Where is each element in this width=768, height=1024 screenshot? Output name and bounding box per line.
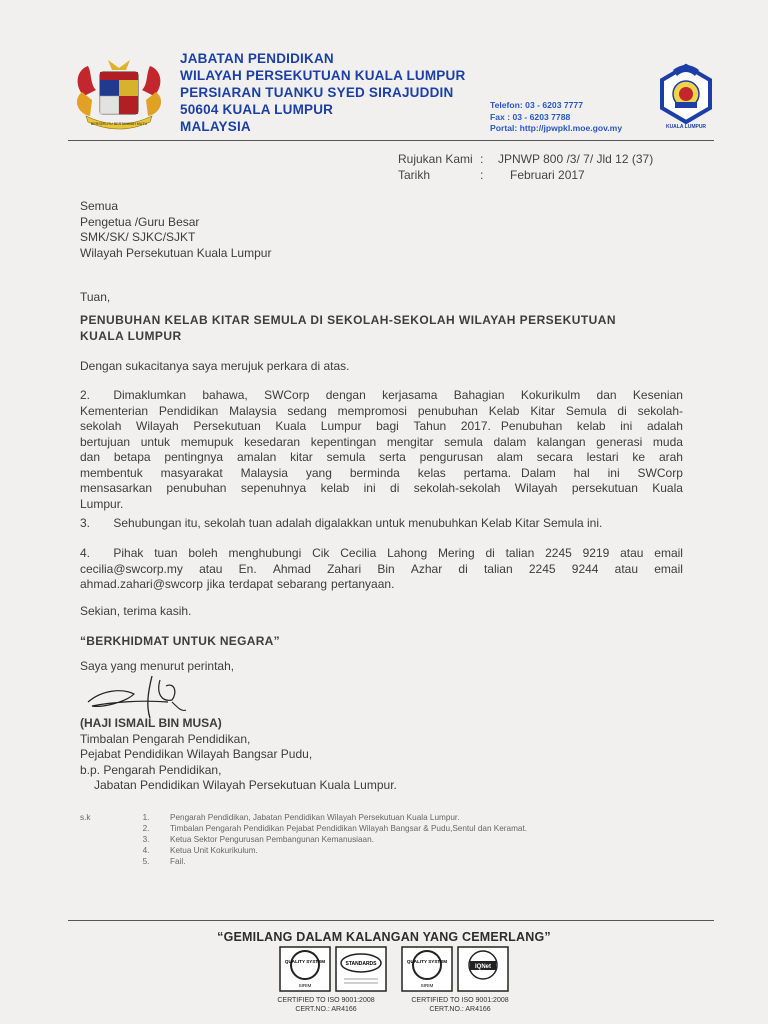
paragraph-line: membentuk masyarakat Malaysia yang berminda kelas pertama. Dalam hal ini SWCorp [80,465,683,480]
paragraph-line: sekolah Wilayah Persekutuan Kuala Lumpur bagi Tahun 2017. Penubuhan kelab ini adalah [80,419,683,433]
colon: : [480,152,484,166]
sirim-text: SIRIM [420,983,434,988]
org-line: MALAYSIA [180,119,251,134]
list-number: 4. [142,846,150,855]
list-number: 2. [142,824,150,833]
org-line: PERSIARAN TUANKU SYED SIRAJUDDIN [180,85,454,100]
letter-subject [80,313,616,344]
certification-logos-right [400,945,510,993]
signer-name: (HAJI ISMAIL BIN MUSA) [80,716,222,730]
intro-paragraph: Dengan sukacitanya saya merujuk perkara di atas. [80,359,350,373]
list-text: Fail. [170,857,186,866]
malaysia-coat-of-arms-logo [66,56,172,130]
list-number: 3. [142,835,150,844]
copy-to-list [80,812,527,867]
telefon-text: Telefon: 03 - 6203 7777 [490,100,583,110]
handwritten-signature [82,672,192,722]
recipient-line: Wilayah Persekutuan Kuala Lumpur [80,245,272,260]
logo-caption: KUALA LUMPUR [665,124,707,130]
paragraph-3: 3. Sehubungan itu, sekolah tuan adalah digalakkan untuk menubuhkan Kelab Kitar Semula ini. [80,516,603,530]
fax-text: Fax : 03 - 6203 7788 [490,111,571,122]
cert-line: CERT.NO.: AR4166 [295,1006,357,1013]
recipient-line: SMK/SK/ SJKC/SJKT [80,230,196,244]
list-number: 1. [142,813,150,822]
standards-text: STANDARDS [345,961,377,967]
paragraph-line: 4. Pihak tuan boleh menghubungi Cik Cecilia Lahong Mering di talian 2245 9219 atau email [80,546,683,560]
jabatan-pendidikan-logo [655,62,717,130]
list-item [80,856,527,867]
paragraph-line: ahmad.zahari@swcorp jika terdapat sebarang pertanyaan. [80,577,395,591]
paragraph-line: mensasarkan penubuhan sepenuhnya kelab ini di sekolah-sekolah Wilayah persekutuan Kuala [80,481,683,495]
signer-title-line: Timbalan Pengarah Pendidikan, [80,731,251,746]
tarikh-value: Februari 2017 [510,168,585,182]
org-line: JABATAN PENDIDIKAN [180,51,334,66]
paragraph-line: Kementerian Pendidikan Malaysia sedang mempromosi penubuhan Kelab Kitar Semula di sekolah- [80,403,683,418]
certification-logos-left [278,945,388,993]
recipient-block [80,199,271,261]
signer-block [80,716,397,794]
list-item [80,823,527,834]
saya-text: Saya yang menurut perintah, [80,659,235,673]
sirim-text: SIRIM [298,983,312,988]
footer-slogan: “GEMILANG DALAM KALANGAN YANG CEMERLANG” [217,930,551,944]
paragraph-line: cecilia@swcorp.my atau En. Ahmad Zahari Bin Azhar di talian 2245 9244 atau email [80,561,683,576]
sk-label: s.k [80,813,91,822]
cert-line: CERT.NO.: AR4166 [429,1006,491,1013]
signer-title-line: Pejabat Pendidikan Wilayah Bangsar Pudu, [80,747,313,761]
rujukan-value: JPNWP 800 /3/ 7/ Jld 12 (37) [498,152,654,166]
list-text: Timbalan Pengarah Pendidikan Pejabat Pendidikan Wilayah Bangsar & Pudu,Sentul dan Keramat. [170,824,527,833]
paragraph-line: dan betapa pentingnya amalan kitar semula serta pengurusan alam secara lestari ke arah [80,450,683,464]
salutation: Tuan, [80,290,111,304]
portal-link[interactable]: Portal: http://jpwpkl.moe.gov.my [490,123,623,133]
header-divider [68,140,714,141]
cert-line: CERTIFIED TO ISO 9001:2008 [411,997,509,1004]
list-item [80,812,527,823]
recipient-line: Semua [80,199,119,213]
organisation-name-block [180,50,465,135]
list-number: 5. [142,857,150,866]
org-line: WILAYAH PERSEKUTUAN KUALA LUMPUR [180,68,466,83]
list-text: Ketua Sektor Pengurusan Pembangunan Kemanusiaan. [170,835,374,844]
signer-title-line: b.p. Pengarah Pendidikan, [80,762,222,777]
recipient-line: Pengetua /Guru Besar [80,214,200,229]
paragraph-line: bertujuan untuk memupuk kesedaran kepentingan mengitar semula dalam kalangan generasi muda [80,434,683,449]
paragraph-line: 2. Dimaklumkan bahawa, SWCorp dengan kerjasama Bahagian Kokurikulm dan Kesenian [80,388,683,402]
tarikh-label: Tarikh [398,168,431,182]
iqnet-text: IQNet [474,964,492,970]
subject-line: KUALA LUMPUR [80,328,182,343]
list-item [80,845,527,856]
signer-title-line: Jabatan Pendidikan Wilayah Persekutuan Kuala Lumpur. [94,778,397,792]
org-line: 50604 KUALA LUMPUR [180,102,334,117]
paragraph-4 [80,546,683,593]
certification-caption-right [380,996,540,1014]
motto-text: “BERKHIDMAT UNTUK NEGARA” [80,634,280,648]
colon: : [480,168,484,182]
rujukan-label: Rujukan Kami [398,152,473,166]
closing-text: Sekian, terima kasih. [80,604,192,618]
reference-block [398,151,653,183]
footer-divider [68,920,714,921]
paragraph-2 [80,388,683,512]
quality-system-text: QUALITY SYSTEM [406,959,448,964]
list-text: Pengarah Pendidikan, Jabatan Pendidikan Wilayah Persekutuan Kuala Lumpur. [170,813,460,822]
paragraph-line: Lumpur. [80,496,124,511]
crest-motto-text: BERSEKUTU BERTAMBAH MUTU [90,122,148,126]
cert-line: CERTIFIED TO ISO 9001:2008 [277,997,375,1004]
list-text: Ketua Unit Kokurikulum. [170,846,258,855]
contact-info [490,100,622,135]
quality-system-text: QUALITY SYSTEM [284,959,326,964]
list-item [80,834,527,845]
subject-line: PENUBUHAN KELAB KITAR SEMULA DI SEKOLAH-SEKOLAH WILAYAH PERSEKUTUAN [80,313,616,327]
